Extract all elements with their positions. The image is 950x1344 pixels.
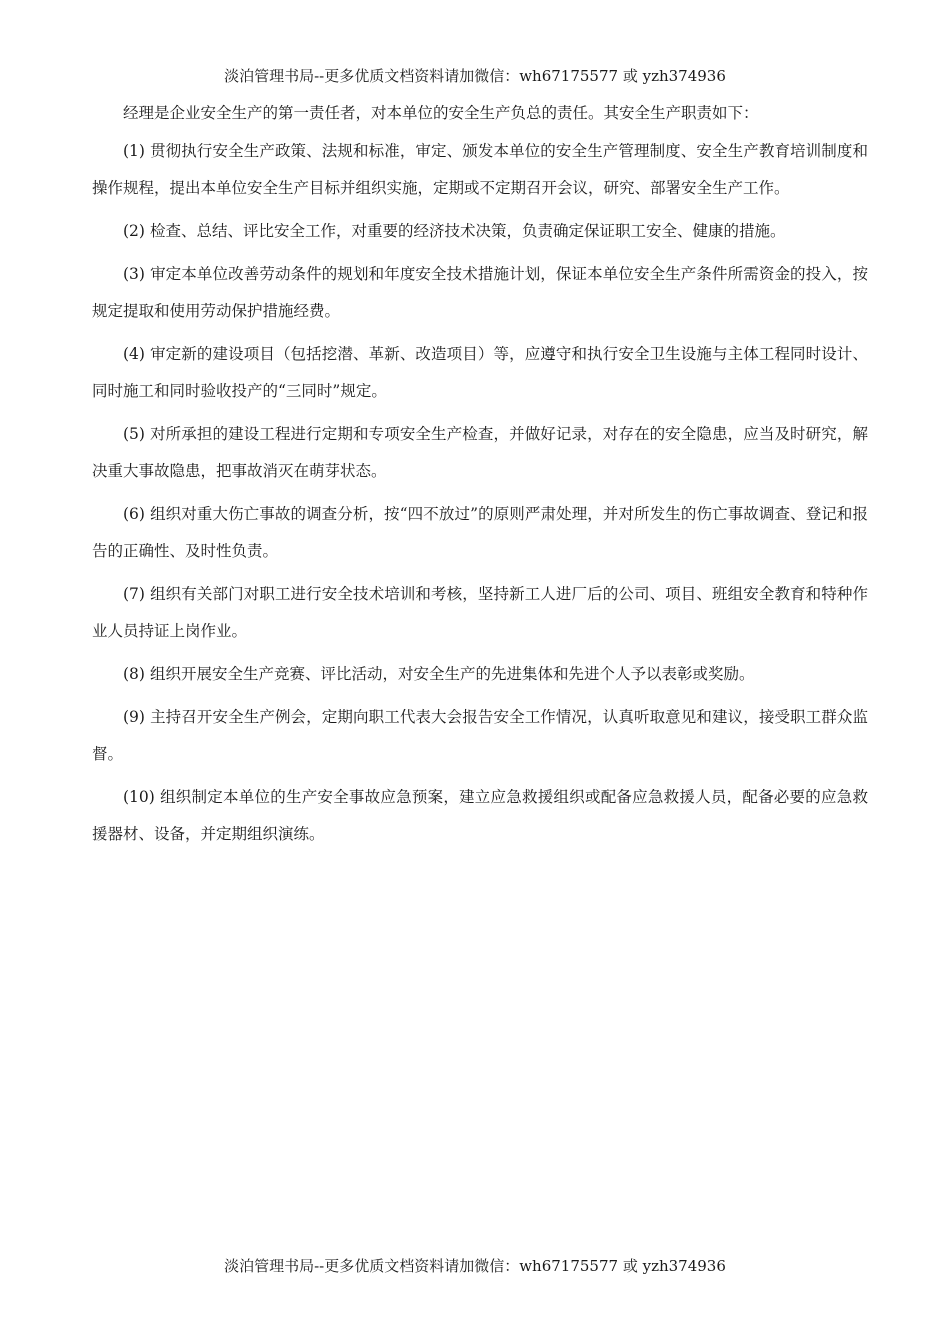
duty-text: 组织对重大伤亡事故的调查分析，按“四不放过”的原则严肃处理，并对所发生的伤亡事故调查、登记和报告的正确性、及时性负责。 — [92, 505, 868, 560]
duty-number: (1) — [123, 142, 145, 160]
duty-text: 组织开展安全生产竞赛、评比活动，对安全生产的先进集体和先进个人予以表彰或奖励。 — [149, 665, 755, 683]
duty-item-4 — [92, 336, 868, 410]
page-footer: 淡泊管理书局--更多优质文档资料请加微信：wh67175577 或 yzh374936 — [224, 1257, 726, 1275]
duty-item-6 — [92, 496, 868, 570]
duty-text: 贯彻执行安全生产政策、法规和标准，审定、颁发本单位的安全生产管理制度、安全生产教育培训制度和操作规程，提出本单位安全生产目标并组织实施，定期或不定期召开会议，研究、部署安全生产工作。 — [92, 142, 868, 197]
duty-text: 审定新的建设项目（包括挖潜、革新、改造项目）等，应遵守和执行安全卫生设施与主体工程同时设计、同时施工和同时验收投产的“三同时”规定。 — [92, 345, 868, 400]
duty-item-1 — [92, 133, 868, 207]
duty-number: (2) — [123, 222, 145, 240]
duty-text: 组织有关部门对职工进行安全技术培训和考核，坚持新工人进厂后的公司、项目、班组安全教育和特种作业人员持证上岗作业。 — [92, 585, 868, 640]
duty-number: (6) — [123, 505, 145, 523]
page-header: 淡泊管理书局--更多优质文档资料请加微信：wh67175577 或 yzh374936 — [224, 67, 726, 85]
duty-number: (4) — [123, 345, 145, 363]
duty-text: 对所承担的建设工程进行定期和专项安全生产检查，并做好记录，对存在的安全隐患，应当及时研究，解决重大事故隐患，把事故消灭在萌芽状态。 — [92, 425, 868, 480]
duty-item-10 — [92, 779, 868, 853]
duty-item-3 — [92, 256, 868, 330]
duty-number: (5) — [123, 425, 145, 443]
duty-number: (8) — [123, 665, 145, 683]
duty-item-8 — [92, 656, 868, 693]
duty-text: 审定本单位改善劳动条件的规划和年度安全技术措施计划，保证本单位安全生产条件所需资金的投入，按规定提取和使用劳动保护措施经费。 — [92, 265, 868, 320]
duty-text: 组织制定本单位的生产安全事故应急预案，建立应急救援组织或配备应急救援人员，配备必要的应急救援器材、设备，并定期组织演练。 — [92, 788, 868, 843]
document-body — [92, 97, 868, 859]
duty-number: (7) — [123, 585, 145, 603]
intro-paragraph: 经理是企业安全生产的第一责任者，对本单位的安全生产负总的责任。其安全生产职责如下： — [123, 104, 759, 122]
duty-item-7 — [92, 576, 868, 650]
duty-item-9 — [92, 699, 868, 773]
duty-text: 检查、总结、评比安全工作，对重要的经济技术决策，负责确定保证职工安全、健康的措施。 — [149, 222, 786, 240]
duty-text: 主持召开安全生产例会，定期向职工代表大会报告安全工作情况，认真听取意见和建议，接受职工群众监督。 — [92, 708, 868, 763]
duty-item-5 — [92, 416, 868, 490]
duty-number: (3) — [123, 265, 145, 283]
duty-number: (10) — [123, 788, 155, 806]
duty-item-2 — [92, 213, 868, 250]
duty-number: (9) — [123, 708, 145, 726]
